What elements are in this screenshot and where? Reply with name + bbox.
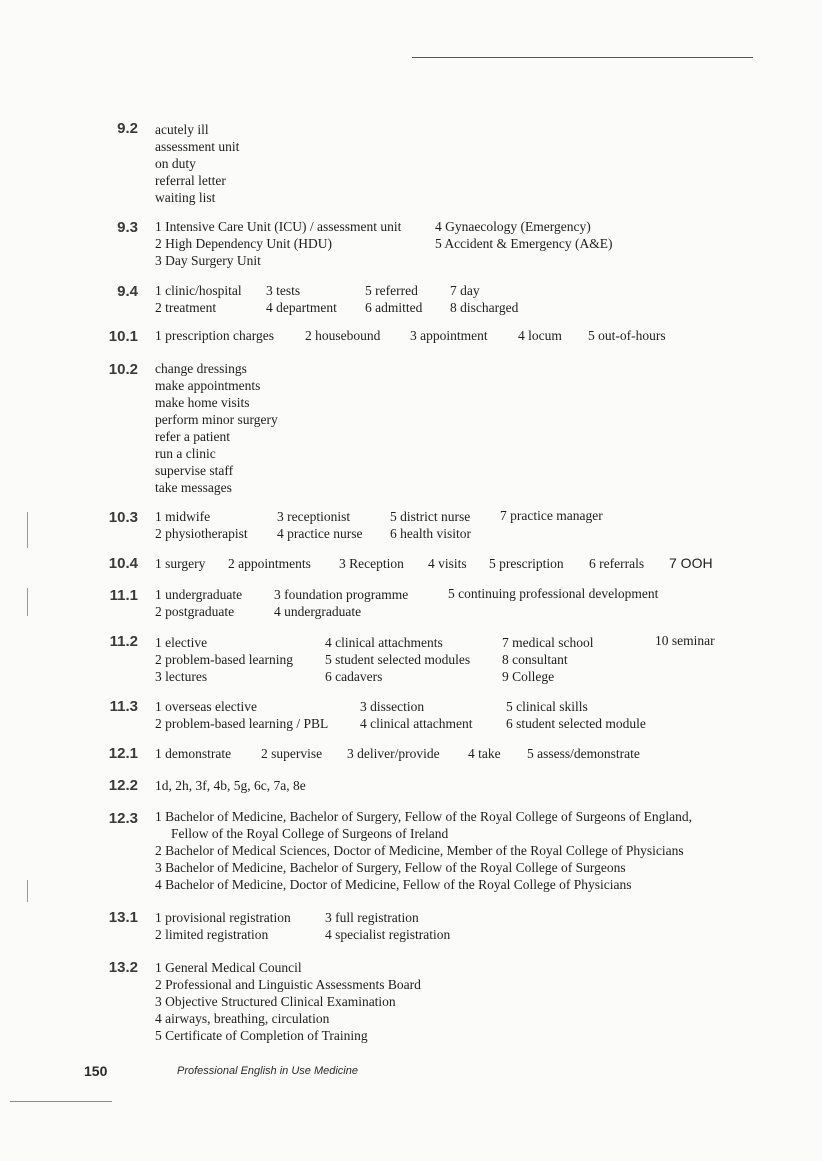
answer-item: 6 student selected module — [506, 716, 646, 731]
answer-item: 10 seminar — [655, 633, 715, 648]
answer-item: 3 dissection — [360, 699, 425, 714]
answer-item: 3 lectures — [155, 669, 208, 684]
answer-item: 2 housebound — [305, 328, 381, 343]
answer-item: 5 clinical skills — [506, 699, 588, 714]
answer-column — [155, 909, 291, 943]
section-number: 10.3 — [108, 509, 138, 526]
answer-line: run a clinic — [155, 446, 216, 461]
answer-column — [155, 218, 401, 269]
answer-item: 1 provisional registration — [155, 910, 291, 925]
answer-column — [266, 282, 337, 316]
section-number: 11.3 — [109, 698, 138, 715]
answer-line: referral letter — [155, 173, 226, 188]
answer-line: take messages — [155, 480, 232, 495]
section-number: 10.2 — [108, 361, 138, 378]
answer-item: 4 practice nurse — [277, 526, 363, 541]
book-title: Professional English in Use Medicine — [177, 1065, 358, 1077]
answer-list — [155, 959, 421, 1044]
section-number: 11.1 — [109, 587, 138, 604]
answer-column — [277, 508, 362, 542]
answer-line: acutely ill — [155, 122, 209, 137]
answer-item: 1 midwife — [155, 509, 211, 524]
answer-item: 1 undergraduate — [155, 587, 243, 602]
footer-rule — [10, 1101, 112, 1102]
answer-column — [155, 508, 248, 542]
answer-column — [506, 698, 646, 732]
answer-line: 2 Professional and Linguistic Assessments Board — [155, 977, 421, 992]
answer-item: 4 department — [266, 300, 337, 315]
answer-item: 8 consultant — [502, 652, 568, 667]
answer-item: 5 out-of-hours — [588, 328, 666, 343]
answer-item: 4 Gynaecology (Emergency) — [435, 219, 591, 234]
answer-column — [435, 218, 612, 252]
answer-item: 4 locum — [518, 328, 562, 343]
answer-line: supervise staff — [155, 463, 234, 478]
answer-item: 1 prescription charges — [155, 328, 274, 343]
answer-item: 2 treatment — [155, 300, 217, 315]
answer-text: 1d, 2h, 3f, 4b, 5g, 6c, 7a, 8e — [155, 778, 306, 793]
answer-item: 3 receptionist — [277, 509, 351, 524]
answer-item: 5 continuing professional development — [448, 586, 659, 601]
section-number: 13.2 — [108, 959, 138, 976]
answer-item: 1 clinic/hospital — [155, 283, 242, 298]
answer-list — [155, 121, 239, 206]
answer-line: assessment unit — [155, 139, 240, 154]
answer-item: 2 High Dependency Unit (HDU) — [155, 236, 332, 251]
answer-item: 2 problem-based learning — [155, 652, 293, 667]
margin-mark — [27, 512, 28, 548]
answer-line: 1 General Medical Council — [155, 960, 302, 975]
answer-item: 3 foundation programme — [274, 587, 409, 602]
answer-line: 4 airways, breathing, circulation — [155, 1011, 330, 1026]
answer-item: 2 physiotherapist — [155, 526, 248, 541]
answer-item: 3 full registration — [325, 910, 419, 925]
answer-item: 2 supervise — [261, 746, 323, 761]
answer-item: 2 limited registration — [155, 927, 269, 942]
answer-item: 4 specialist registration — [325, 927, 451, 942]
answer-item: 8 discharged — [450, 300, 519, 315]
answer-item: 3 Day Surgery Unit — [155, 253, 261, 268]
answer-item: 1 surgery — [155, 556, 206, 571]
answer-line: refer a patient — [155, 429, 230, 444]
margin-mark — [27, 588, 28, 616]
section-number: 10.4 — [108, 555, 138, 572]
answer-item: 5 Accident & Emergency (A&E) — [435, 236, 613, 251]
answer-line: 1 Bachelor of Medicine, Bachelor of Surgery, Fellow of the Royal College of Surgeons of England, — [155, 809, 693, 824]
answer-item: 3 deliver/provide — [347, 746, 440, 761]
answer-item: 5 prescription — [489, 556, 564, 571]
answer-line: on duty — [155, 156, 196, 171]
answer-item: 7 practice manager — [500, 508, 603, 523]
answer-line: 2 Bachelor of Medical Sciences, Doctor of Medicine, Member of the Royal College of Physicians — [155, 843, 684, 858]
answer-item: 4 visits — [428, 556, 467, 571]
answer-line: change dressings — [155, 361, 247, 376]
answer-line: make home visits — [155, 395, 250, 410]
section-number: 9.3 — [117, 219, 138, 236]
answer-item: 2 postgraduate — [155, 604, 235, 619]
answer-item: 5 referred — [365, 283, 418, 298]
answer-column — [325, 634, 470, 685]
answer-item: 3 tests — [266, 283, 301, 298]
answer-item: 3 appointment — [410, 328, 488, 343]
answer-column — [325, 909, 450, 943]
answer-line: Fellow of the Royal College of Surgeons of Ireland — [171, 826, 449, 841]
answer-item: 4 clinical attachment — [360, 716, 473, 731]
answer-item: 6 health visitor — [390, 526, 471, 541]
section-number: 9.4 — [117, 283, 138, 300]
answer-column — [155, 634, 293, 685]
answer-line: make appointments — [155, 378, 261, 393]
margin-mark — [27, 880, 28, 902]
answer-line: 3 Objective Structured Clinical Examination — [155, 994, 396, 1009]
answer-list — [155, 360, 278, 496]
answer-line: waiting list — [155, 190, 216, 205]
answer-item: 3 Reception — [339, 556, 404, 571]
section-number: 13.1 — [108, 909, 138, 926]
answer-item: 6 referrals — [589, 556, 645, 571]
answer-item: 4 undergraduate — [274, 604, 362, 619]
section-number: 11.2 — [109, 633, 138, 650]
page-number: 150 — [84, 1063, 108, 1079]
answer-item: 2 appointments — [228, 556, 311, 571]
answer-item: 5 district nurse — [390, 509, 471, 524]
answer-column — [502, 634, 593, 685]
section-number: 12.3 — [108, 810, 138, 827]
section-number: 12.2 — [108, 777, 138, 794]
answer-item: 1 Intensive Care Unit (ICU) / assessment unit — [155, 219, 402, 234]
answer-item: 1 elective — [155, 635, 208, 650]
answer-column — [155, 698, 328, 732]
answer-item: 7 medical school — [502, 635, 594, 650]
answer-line: 3 Bachelor of Medicine, Bachelor of Surgery, Fellow of the Royal College of Surgeons — [155, 860, 626, 875]
header-rule — [412, 57, 753, 58]
answer-item: 4 clinical attachments — [325, 635, 443, 650]
answer-item: 5 student selected modules — [325, 652, 471, 667]
section-number: 10.1 — [108, 328, 138, 345]
section-number: 12.1 — [108, 745, 138, 762]
answer-item: 2 problem-based learning / PBL — [155, 716, 329, 731]
answer-item: 9 College — [502, 669, 555, 684]
answer-line: 5 Certificate of Completion of Training — [155, 1028, 368, 1043]
answer-column — [360, 698, 472, 732]
answer-item: 7 day — [450, 283, 480, 298]
answer-item: 5 assess/demonstrate — [527, 746, 640, 761]
answer-line: perform minor surgery — [155, 412, 278, 427]
answer-column — [274, 586, 408, 620]
answer-line: 4 Bachelor of Medicine, Doctor of Medicine, Fellow of the Royal College of Physicians — [155, 877, 632, 892]
answer-column — [390, 508, 471, 542]
answer-item: 1 demonstrate — [155, 746, 232, 761]
answer-item: 1 overseas elective — [155, 699, 257, 714]
answer-item: 6 admitted — [365, 300, 423, 315]
answer-column — [155, 586, 242, 620]
answer-item: 6 cadavers — [325, 669, 383, 684]
answer-item: 7 OOH — [669, 555, 713, 571]
answer-item: 4 take — [468, 746, 501, 761]
answer-column — [155, 282, 242, 316]
answer-column — [450, 282, 518, 316]
answer-column — [365, 282, 422, 316]
section-number: 9.2 — [117, 120, 138, 137]
